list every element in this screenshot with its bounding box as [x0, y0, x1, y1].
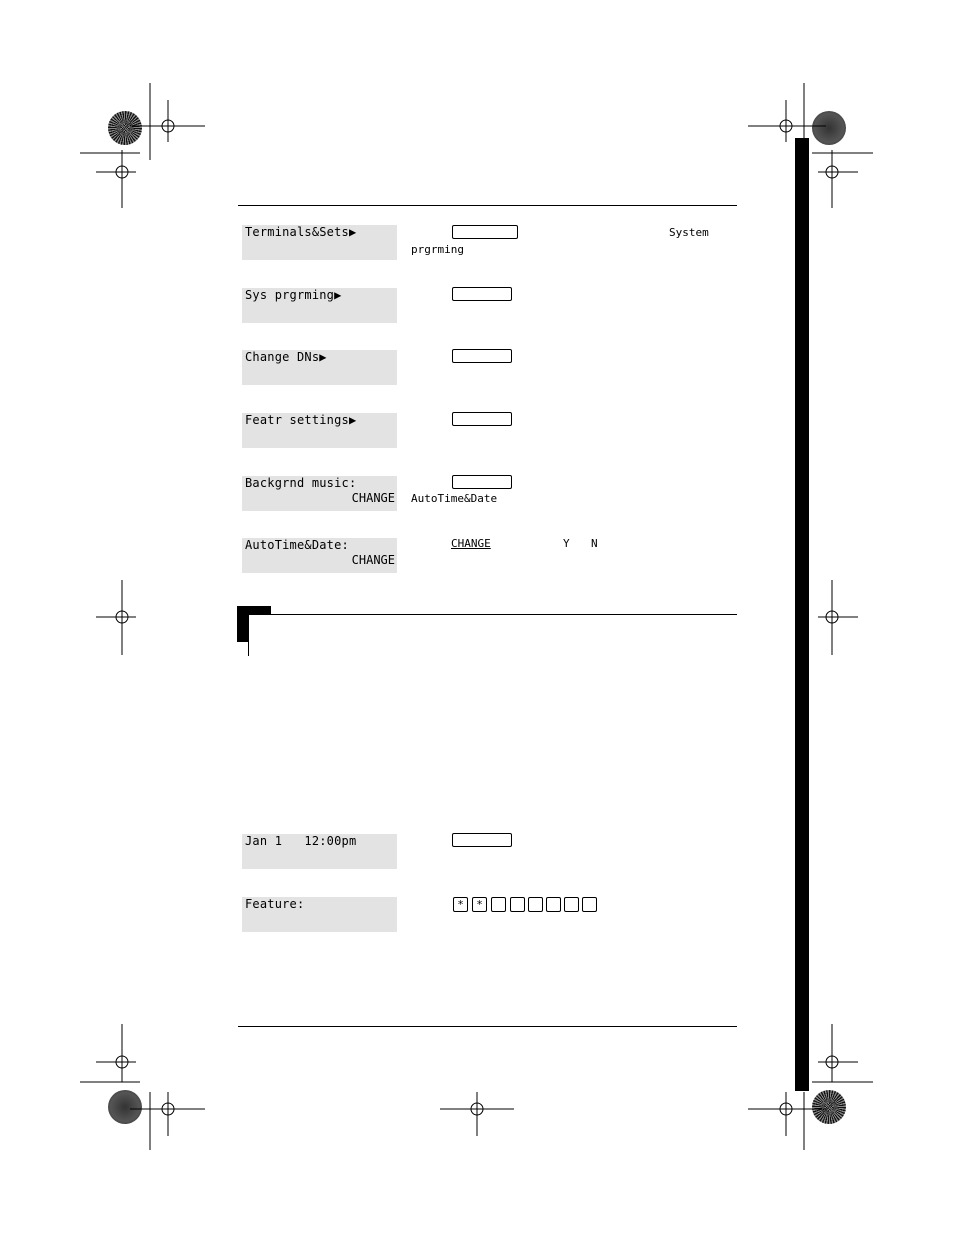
softkey-button-sys-prgrming[interactable]: [452, 287, 512, 301]
softkey-button-featr-settings[interactable]: [452, 412, 512, 426]
display-line-2: CHANGE: [351, 553, 395, 567]
dial-key-digit[interactable]: [491, 897, 506, 912]
system-label: System: [669, 226, 709, 239]
dial-key-digit[interactable]: [582, 897, 597, 912]
softkey-button-terminals-sets[interactable]: [452, 225, 518, 239]
display-autotime-date: [242, 538, 397, 573]
display-line-1: AutoTime&Date:: [245, 538, 349, 552]
softkey-button-change-dns[interactable]: [452, 349, 512, 363]
section-rule: [238, 614, 737, 615]
display-backgrnd-music: [242, 476, 397, 511]
display-line-2: CHANGE: [351, 491, 395, 505]
display-change-dns: [242, 350, 397, 385]
display-sys-prgrming: [242, 288, 397, 323]
display-feature: [242, 897, 397, 932]
autotime-date-label: AutoTime&Date: [411, 492, 498, 505]
yes-label: Y: [563, 537, 570, 550]
change-softkey-label[interactable]: CHANGE: [451, 537, 491, 550]
display-line-1: Backgrnd music:: [245, 476, 357, 490]
feature-button[interactable]: [452, 833, 512, 847]
dial-key-star[interactable]: *: [472, 897, 487, 912]
top-rule: [238, 205, 737, 206]
no-label: N: [591, 537, 598, 550]
prgrming-label: prgrming: [411, 243, 464, 256]
display-line-1: Terminals&Sets▶: [245, 225, 357, 239]
display-date-time: [242, 834, 397, 869]
dial-key-digit[interactable]: [546, 897, 561, 912]
display-featr-settings: [242, 413, 397, 448]
display-terminals-sets: [242, 225, 397, 260]
display-line-1: Featr settings▶: [245, 413, 357, 427]
softkey-button-backgrnd-music[interactable]: [452, 475, 512, 489]
dial-key-digit[interactable]: [564, 897, 579, 912]
dial-key-digit[interactable]: [510, 897, 525, 912]
bottom-rule: [238, 1026, 737, 1027]
display-line-1: Change DNs▶: [245, 350, 327, 364]
dial-key-digit[interactable]: [528, 897, 543, 912]
display-line-1: Feature:: [245, 897, 305, 911]
dial-key-star[interactable]: *: [453, 897, 468, 912]
display-line-1: Jan 1 12:00pm: [245, 834, 357, 848]
section-marker-inner: [249, 615, 271, 642]
section-marker-tick: [248, 642, 249, 656]
display-line-1: Sys prgrming▶: [245, 288, 342, 302]
chapter-sidebar-bar: [795, 138, 809, 1091]
